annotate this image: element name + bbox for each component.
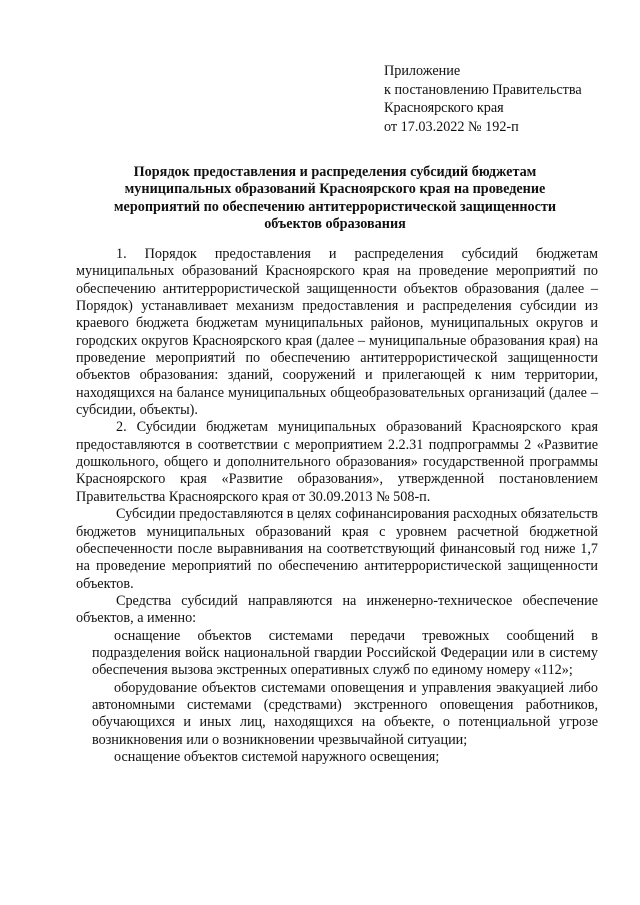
title-line: Порядок предоставления и распределения субсидий бюджетам [133,164,537,180]
title-line: муниципальных образований Красноярского края на проведение [124,181,546,198]
title-line: объектов образования [264,215,406,232]
appendix-line: Красноярского края [384,100,504,116]
appendix-block [384,62,624,136]
list-item-3: оснащение объектов системой наружного освещения; [114,748,440,765]
paragraph-2: 2. Субсидии бюджетам муниципальных образований Красноярского края предоставляются в соответствии с мероприятием 2.2.31 подпрограммы 2 «Развитие дошкольного, общего и дополнительного образования» государственной программы Красноярского края «Развитие образования», утвержденной постановлением Правительства Красноярского края от 30.09.2013 № 508-п. [76,419,598,505]
appendix-line: к постановлению Правительства [384,81,582,98]
paragraph-4: Средства субсидий направляются на инженерно-техническое обеспечение объектов, а именно: [76,592,598,627]
title-line: мероприятий по обеспечению антитеррористической защищенности [113,198,557,215]
document-body [76,246,598,766]
document-title [70,164,600,233]
paragraph-1: 1. Порядок предоставления и распределения субсидий бюджетам муниципальных образований Красноярского края на проведение мероприятий по обеспечению антитеррористической защищенности объектов образования (далее – Порядок) устанавливает механизм предоставления и распределения субсидии из краевого бюджета бюджетам муниципальных районов, муниципальных округов и городских округов Красноярского края (далее – муниципальные образования края) на проведение мероприятий по обеспечению антитеррористической защищенности объектов образования: зданий, сооружений и прилегающей к ним территории, находящихся на балансе муниципальных общеобразовательных организаций (далее – субсидии, объекты). [76,246,598,419]
appendix-line: Приложение [384,63,461,79]
appendix-line: от 17.03.2022 № 192-п [384,118,519,135]
list-item-2: оборудование объектов системами оповещения и управления эвакуацией либо автономными системами (средствами) экстренного оповещения работников, обучающихся и иных лиц, находящихся на объекте, о потенциальной угрозе возникновения или о возникновении чрезвычайной ситуации; [92,679,598,748]
list-item-1: оснащение объектов системами передачи тревожных сообщений в подразделения войск национальной гвардии Российской Федерации или в систему обеспечения вызова экстренных оперативных служб по единому номеру «112»; [92,627,598,679]
paragraph-3: Субсидии предоставляются в целях софинансирования расходных обязательств бюджетов муниципальных образований края с уровнем расчетной бюджетной обеспеченности после выравнивания на соответствующий финансовый год ниже 1,7 на проведение мероприятий по обеспечению антитеррористической защищенности объектов. [76,506,598,592]
